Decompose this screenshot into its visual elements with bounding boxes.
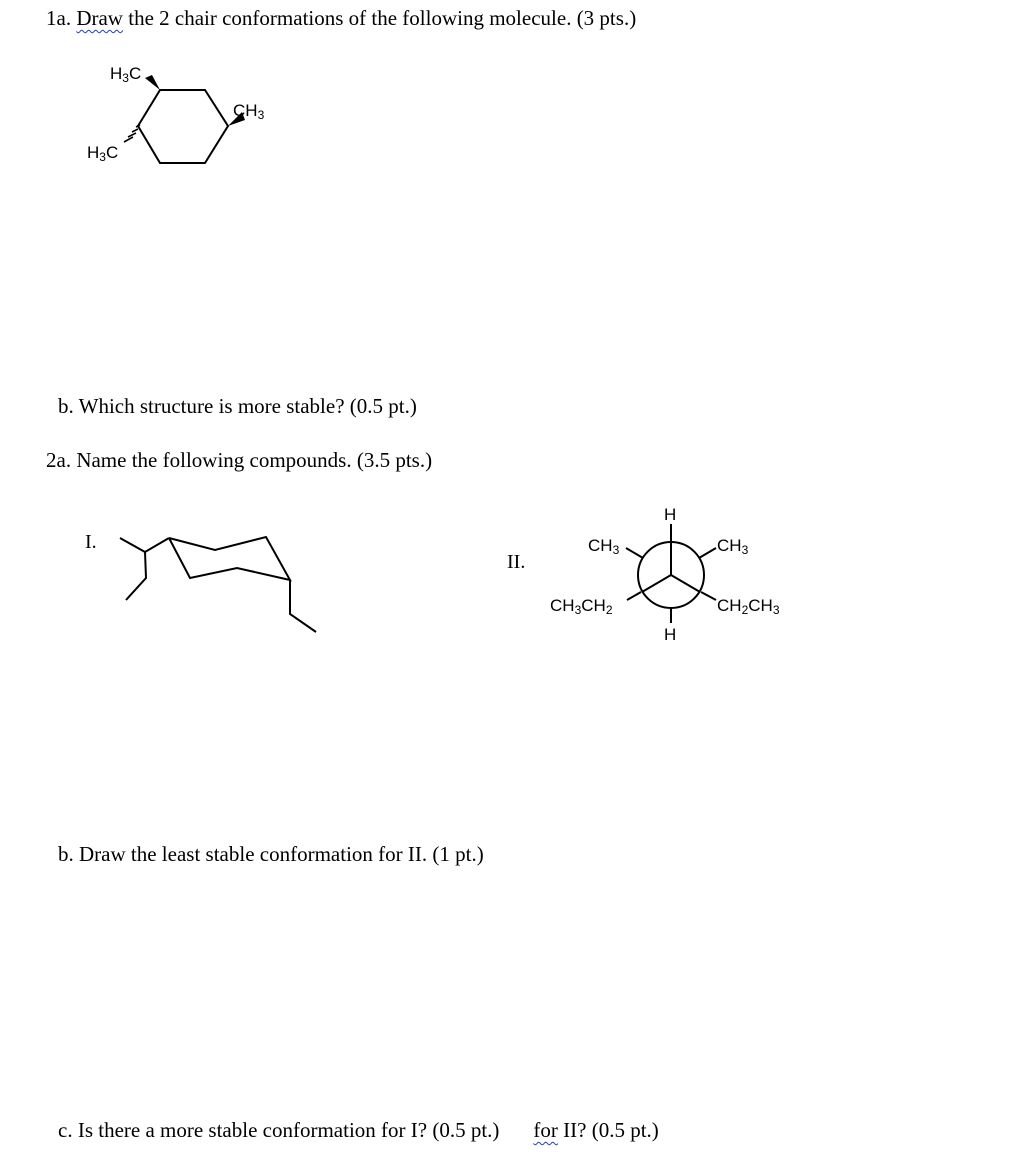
molecule-1-right-substituent: $CH_3$ [233,101,265,122]
question-2a: 2a. Name the following compounds. (3.5 pts.) [46,448,433,472]
cyclohexane-ring [138,90,228,163]
question-1a-text: the 2 chair conformations of the following molecule. (3 pts.) [122,6,637,30]
question-1a-prefix: 1a. [46,6,77,30]
newman-h-bottom: H [664,625,677,644]
molecule-1-left-substituent: $H_3C$ [87,143,119,164]
compound-I-chair [120,537,316,632]
spellcheck-word-draw: Draw [76,6,123,30]
question-2c [58,1118,659,1143]
question-2c-part2: II? (0.5 pt.) [557,1118,659,1142]
spellcheck-word-for: for [533,1118,558,1142]
compound-II-label: II. [507,551,526,573]
newman-h-top: H [664,505,677,524]
newman-ethyl-right: $CH_2CH_3$ [717,596,780,617]
question-2b: b. Draw the least stable conformation for II. (1 pt.) [58,842,484,866]
compound-I-label: I. [85,531,97,553]
newman-ch3-left: $CH_3$ [588,536,620,557]
question-1b: b. Which structure is more stable? (0.5 pt.) [58,394,417,418]
hash-bond-left [124,125,140,142]
newman-ethyl-left: $CH_3CH_2$ [550,596,613,617]
wedge-bond-top [145,75,160,90]
newman-ch3-right: $CH_3$ [717,536,749,557]
newman-projection [626,524,716,623]
molecule-1-top-substituent: $H_3C$ [110,64,142,85]
question-2c-part1: c. Is there a more stable conformation for I? (0.5 pt.) [58,1118,500,1142]
